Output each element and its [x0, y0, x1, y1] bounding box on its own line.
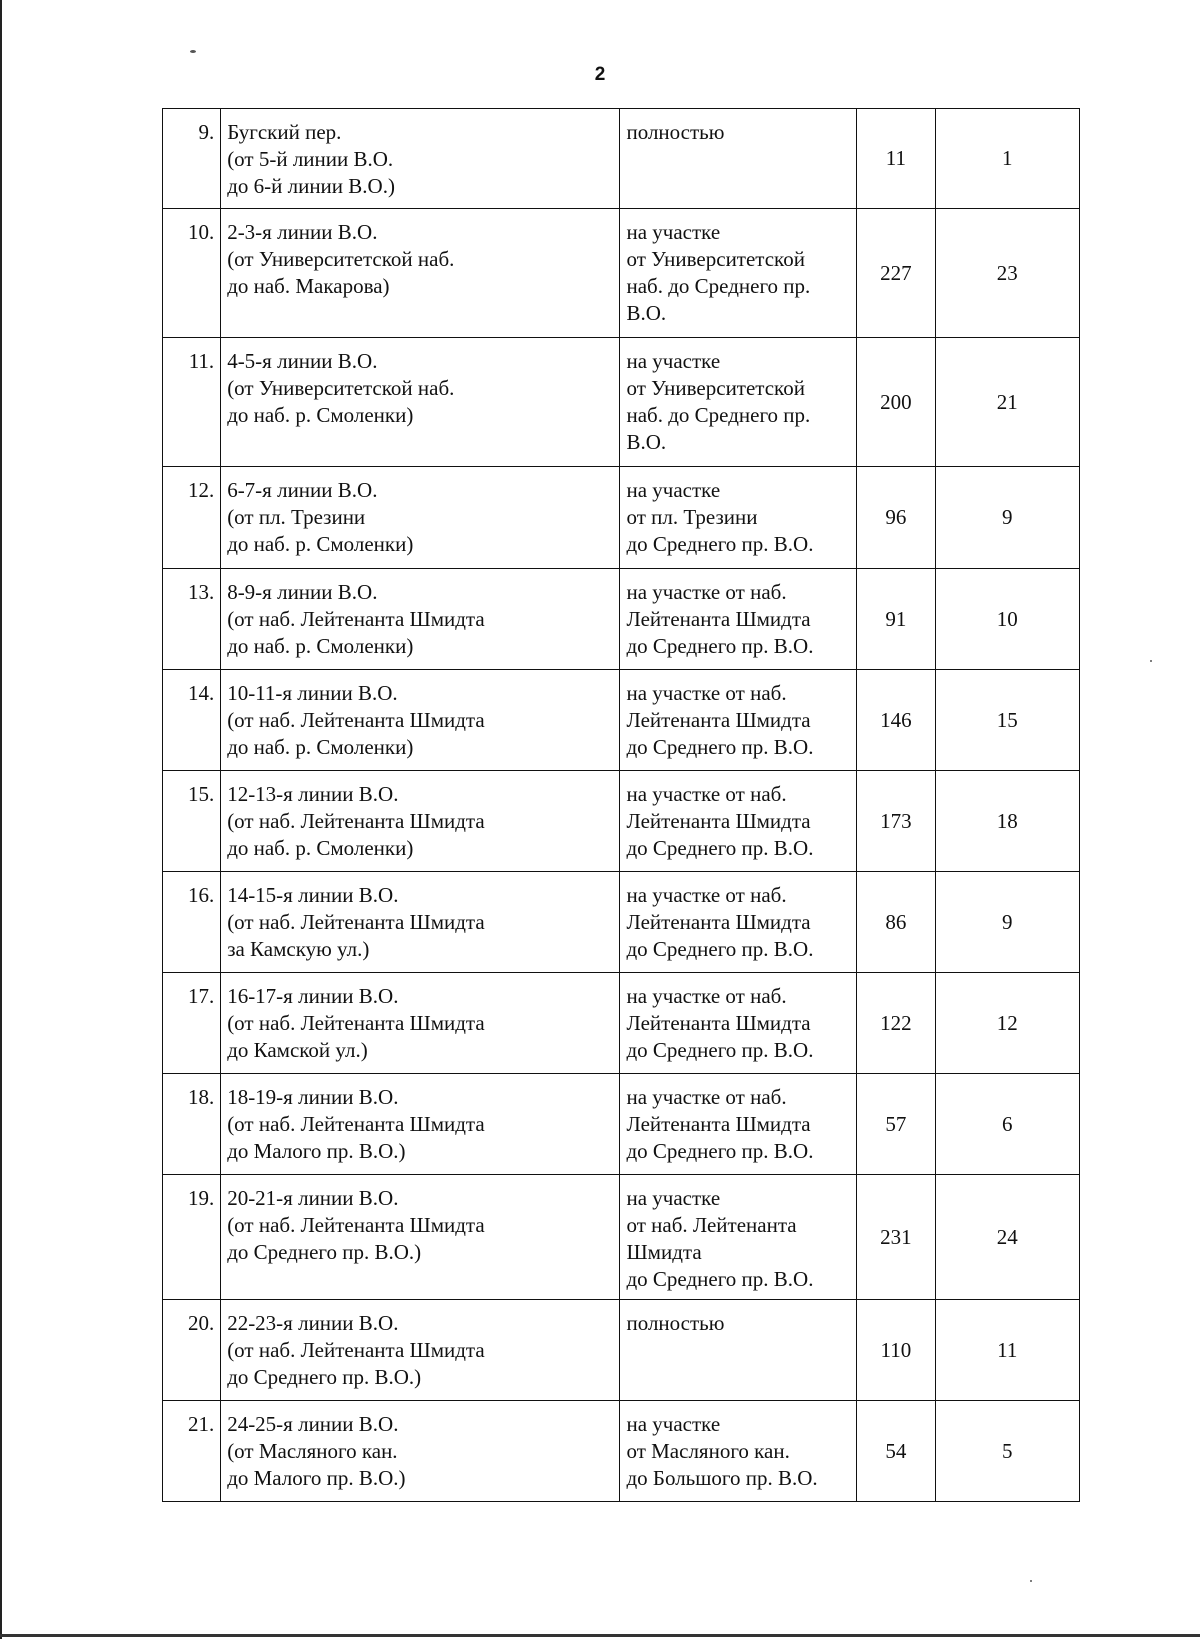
row-number: 18. [163, 1074, 221, 1175]
table-row [163, 872, 1080, 973]
section-cell [620, 338, 857, 467]
section-line: В.О. [626, 301, 667, 325]
street-line: (от наб. Лейтенанта Шмидта [227, 1011, 485, 1035]
street-line: (от 5-й линии В.О. [227, 147, 394, 171]
table-body [163, 109, 1080, 1502]
street-cell [221, 670, 620, 771]
section-line: на участке от наб. [626, 1085, 787, 1109]
street-line: 22-23-я линии В.О. [227, 1311, 399, 1335]
scan-edge-bottom [0, 1634, 1200, 1637]
section-line: до Среднего пр. В.О. [626, 1267, 814, 1291]
street-cell [221, 338, 620, 467]
row-number: 11. [163, 338, 221, 467]
section-line: на участке от наб. [626, 984, 787, 1008]
street-cell [221, 872, 620, 973]
section-line: на участке от наб. [626, 782, 787, 806]
section-cell [620, 209, 857, 338]
section-line: до Большого пр. В.О. [626, 1466, 818, 1490]
street-line: до Малого пр. В.О.) [227, 1466, 406, 1490]
row-number: 13. [163, 569, 221, 670]
value-a-cell: 200 [857, 338, 935, 467]
street-line: (от Университетской наб. [227, 376, 455, 400]
section-line: наб. до Среднего пр. [626, 403, 811, 427]
section-line: Лейтенанта Шмидта [626, 607, 811, 631]
street-line: 18-19-я линии В.О. [227, 1085, 399, 1109]
section-line: до Среднего пр. В.О. [626, 1139, 814, 1163]
section-line: на участке [626, 220, 721, 244]
street-cell [221, 1074, 620, 1175]
street-cell [221, 209, 620, 338]
section-cell [620, 109, 857, 209]
section-line: до Среднего пр. В.О. [626, 836, 814, 860]
section-line: Лейтенанта Шмидта [626, 708, 811, 732]
table-row [163, 1175, 1080, 1300]
section-line: В.О. [626, 430, 667, 454]
value-a-cell: 91 [857, 569, 935, 670]
section-line: от Университетской [626, 247, 805, 271]
section-line: Шмидта [626, 1240, 702, 1264]
value-a-cell: 57 [857, 1074, 935, 1175]
section-line: на участке [626, 478, 721, 502]
row-number: 21. [163, 1401, 221, 1502]
scan-speck [1030, 1580, 1032, 1582]
row-number: 19. [163, 1175, 221, 1300]
street-line: до наб. Макарова) [227, 274, 390, 298]
table-row [163, 109, 1080, 209]
value-b-cell: 6 [935, 1074, 1080, 1175]
section-line: до Среднего пр. В.О. [626, 1038, 814, 1062]
table-row [163, 569, 1080, 670]
table-row [163, 670, 1080, 771]
street-line: 16-17-я линии В.О. [227, 984, 399, 1008]
value-b-cell: 24 [935, 1175, 1080, 1300]
value-a-cell: 122 [857, 973, 935, 1074]
row-number: 10. [163, 209, 221, 338]
section-cell [620, 1175, 857, 1300]
street-line: до Малого пр. В.О.) [227, 1139, 406, 1163]
section-line: от Университетской [626, 376, 805, 400]
row-number: 17. [163, 973, 221, 1074]
section-line: от пл. Трезини [626, 505, 758, 529]
page-number: 2 [594, 64, 606, 85]
section-cell [620, 670, 857, 771]
section-line: на участке от наб. [626, 580, 787, 604]
street-line: до 6-й линии В.О.) [227, 174, 395, 198]
value-b-cell: 10 [935, 569, 1080, 670]
table-row [163, 973, 1080, 1074]
street-line: 24-25-я линии В.О. [227, 1412, 399, 1436]
street-cell [221, 569, 620, 670]
value-b-cell: 9 [935, 467, 1080, 569]
section-cell [620, 872, 857, 973]
street-cell [221, 1401, 620, 1502]
section-line: на участке [626, 1412, 721, 1436]
row-number: 12. [163, 467, 221, 569]
street-line: 12-13-я линии В.О. [227, 782, 399, 806]
street-line: 4-5-я линии В.О. [227, 349, 378, 373]
scan-edge-left [0, 0, 2, 1639]
value-b-cell: 21 [935, 338, 1080, 467]
street-cell [221, 973, 620, 1074]
street-line: (от наб. Лейтенанта Шмидта [227, 708, 485, 732]
value-a-cell: 86 [857, 872, 935, 973]
street-line: до наб. р. Смоленки) [227, 735, 414, 759]
section-line: Лейтенанта Шмидта [626, 910, 811, 934]
row-number: 14. [163, 670, 221, 771]
street-line: 8-9-я линии В.О. [227, 580, 378, 604]
section-line: на участке от наб. [626, 883, 787, 907]
street-line: Бугский пер. [227, 120, 342, 144]
table-row [163, 209, 1080, 338]
section-line: Лейтенанта Шмидта [626, 809, 811, 833]
section-line: Лейтенанта Шмидта [626, 1011, 811, 1035]
section-line: до Среднего пр. В.О. [626, 634, 814, 658]
street-line: (от Масляного кан. [227, 1439, 398, 1463]
section-line: полностью [626, 1311, 725, 1335]
street-cell [221, 1300, 620, 1401]
table-row [163, 467, 1080, 569]
value-b-cell: 12 [935, 973, 1080, 1074]
street-line: до наб. р. Смоленки) [227, 836, 414, 860]
section-line: наб. до Среднего пр. [626, 274, 811, 298]
row-number: 20. [163, 1300, 221, 1401]
street-line: (от наб. Лейтенанта Шмидта [227, 910, 485, 934]
row-number: 15. [163, 771, 221, 872]
street-line: (от Университетской наб. [227, 247, 455, 271]
section-line: Лейтенанта Шмидта [626, 1112, 811, 1136]
street-cell [221, 1175, 620, 1300]
table-row [163, 771, 1080, 872]
value-a-cell: 231 [857, 1175, 935, 1300]
value-b-cell: 11 [935, 1300, 1080, 1401]
street-line: до Среднего пр. В.О.) [227, 1365, 422, 1389]
value-b-cell: 9 [935, 872, 1080, 973]
value-a-cell: 54 [857, 1401, 935, 1502]
street-cell [221, 467, 620, 569]
street-cell [221, 109, 620, 209]
table-row [163, 338, 1080, 467]
street-line: до наб. р. Смоленки) [227, 634, 414, 658]
street-line: (от наб. Лейтенанта Шмидта [227, 809, 485, 833]
table-row [163, 1300, 1080, 1401]
street-cell [221, 771, 620, 872]
street-line: 14-15-я линии В.О. [227, 883, 399, 907]
street-line: (от наб. Лейтенанта Шмидта [227, 607, 485, 631]
section-cell [620, 973, 857, 1074]
street-line: до наб. р. Смоленки) [227, 403, 414, 427]
section-line: от наб. Лейтенанта [626, 1213, 797, 1237]
row-number: 16. [163, 872, 221, 973]
section-line: до Среднего пр. В.О. [626, 937, 814, 961]
section-cell [620, 1074, 857, 1175]
value-b-cell: 23 [935, 209, 1080, 338]
street-line: до наб. р. Смоленки) [227, 532, 414, 556]
section-line: полностью [626, 120, 725, 144]
value-b-cell: 1 [935, 109, 1080, 209]
street-line: 20-21-я линии В.О. [227, 1186, 399, 1210]
section-line: до Среднего пр. В.О. [626, 532, 814, 556]
scan-speck [1150, 660, 1152, 662]
street-line: 6-7-я линии В.О. [227, 478, 378, 502]
streets-table [162, 108, 1080, 1502]
value-a-cell: 173 [857, 771, 935, 872]
row-number: 9. [163, 109, 221, 209]
value-b-cell: 15 [935, 670, 1080, 771]
street-line: (от пл. Трезини [227, 505, 366, 529]
value-b-cell: 5 [935, 1401, 1080, 1502]
section-cell [620, 1300, 857, 1401]
section-cell [620, 771, 857, 872]
section-cell [620, 569, 857, 670]
street-line: (от наб. Лейтенанта Шмидта [227, 1338, 485, 1362]
street-line: (от наб. Лейтенанта Шмидта [227, 1112, 485, 1136]
value-a-cell: 96 [857, 467, 935, 569]
value-a-cell: 110 [857, 1300, 935, 1401]
section-cell [620, 467, 857, 569]
street-line: (от наб. Лейтенанта Шмидта [227, 1213, 485, 1237]
section-cell [620, 1401, 857, 1502]
street-line: 2-3-я линии В.О. [227, 220, 378, 244]
street-line: 10-11-я линии В.О. [227, 681, 398, 705]
scan-speck [190, 50, 196, 53]
value-a-cell: 11 [857, 109, 935, 209]
street-line: за Камскую ул.) [227, 937, 370, 961]
table-row [163, 1074, 1080, 1175]
section-line: на участке от наб. [626, 681, 787, 705]
value-b-cell: 18 [935, 771, 1080, 872]
street-line: до Камской ул.) [227, 1038, 368, 1062]
value-a-cell: 227 [857, 209, 935, 338]
table-row [163, 1401, 1080, 1502]
section-line: от Масляного кан. [626, 1439, 790, 1463]
street-line: до Среднего пр. В.О.) [227, 1240, 422, 1264]
section-line: на участке [626, 1186, 721, 1210]
value-a-cell: 146 [857, 670, 935, 771]
section-line: на участке [626, 349, 721, 373]
section-line: до Среднего пр. В.О. [626, 735, 814, 759]
